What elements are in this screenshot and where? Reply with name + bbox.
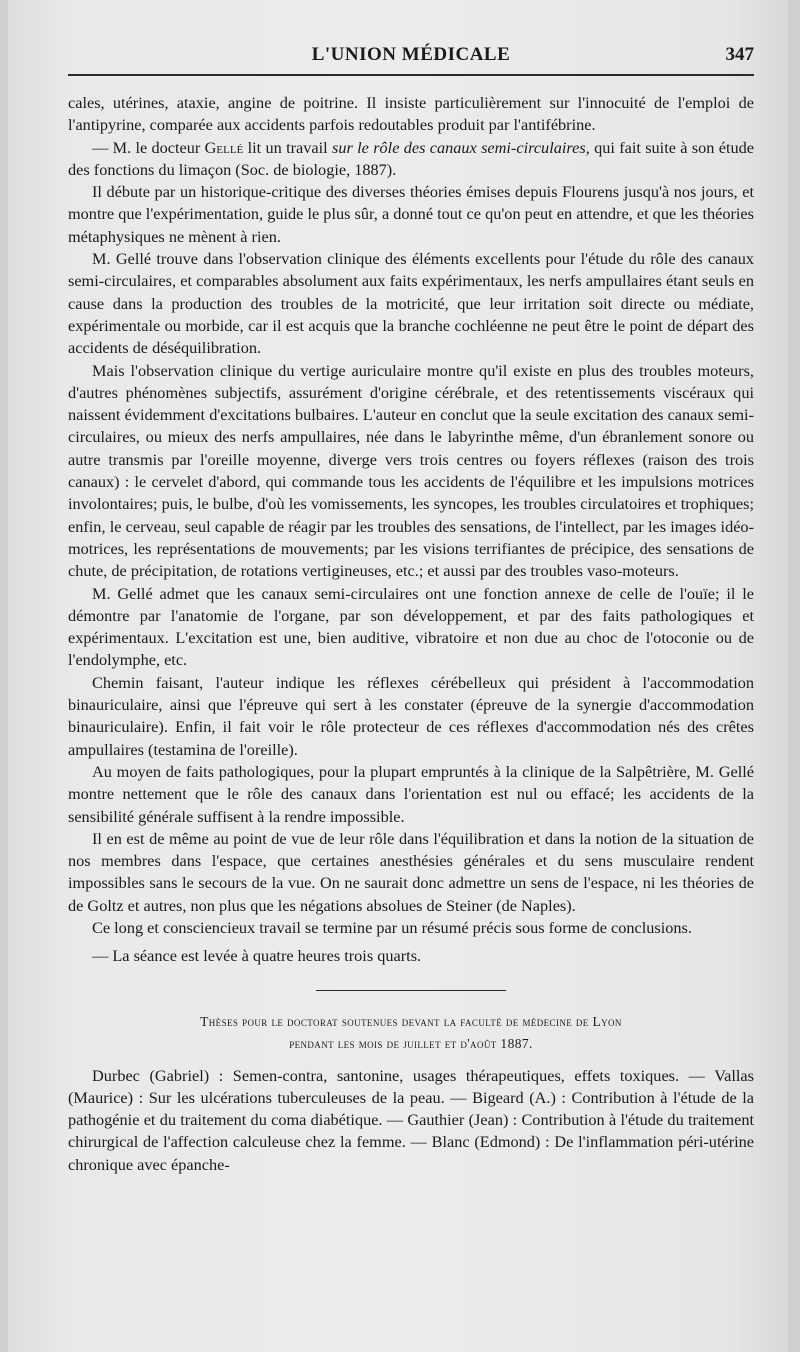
paragraph-suffix: , qui fait suite à son étude des fonctions du limaçon (Soc. de biologie, 1887). [68, 137, 754, 179]
paragraph-middle: lit un travail [243, 137, 332, 157]
section-divider [316, 990, 506, 991]
paragraph: cales, utérines, ataxie, angine de poitrine. Il insiste particulièrement sur l'innocuité de l'emploi de l'antipyrine, comparée aux accidents parfois redoutables produit par l'antifébrine. [68, 93, 754, 135]
paragraph: Il débute par un historique-critique des diverses théories émises depuis Flourens jusqu'à nos jours, et montre que l'expérimentation, guide le plus sûr, a donné tout ce qu'on peut en attendre, et que les théories métaphysiques ne mènent à rien. [68, 182, 754, 246]
paragraph: Chemin faisant, l'auteur indique les réflexes cérébelleux qui président à l'accommodation binauriculaire, ainsi que l'épreuve qui sert à les constater (épreuve de la synergie d'accommodation binauriculaire). Enfin, il fait voir le rôle protecteur de ces réflexes d'accommodation nés des crêtes ampullaires (testamina de l'oreille). [68, 672, 754, 759]
page-number: 347 [725, 44, 754, 65]
journal-page [8, 0, 788, 1352]
paragraph-gelle-intro [68, 137, 754, 182]
paragraph: Au moyen de faits pathologiques, pour la plupart empruntés à la clinique de la Salpêtrière, M. Gellé montre nettement que le rôle des canaux dans l'orientation est nul ou effacé; les accidents de la sensibilité générale suffisent à la rendre impossible. [68, 761, 754, 826]
theses-section [68, 1011, 754, 1176]
running-title: L'UNION MÉDICALE [311, 44, 511, 65]
paragraph: Ce long et consciencieux travail se termine par un résumé précis sous forme de conclusions. [92, 917, 692, 937]
theses-heading-line1: Thèses pour le doctorat soutenues devant la faculté de médecine de Lyon [200, 1013, 622, 1029]
article-body [68, 92, 754, 968]
theses-heading-line2: pendant les mois de juillet et d'août 1887. [289, 1035, 533, 1051]
paragraph: Mais l'observation clinique du vertige auriculaire montre qu'il existe en plus des troubles moteurs, d'autres phénomènes subjectifs, assurément d'origine cérébrale, et des retentissements viscéraux qui naissent évidemment d'excitations bulbaires. L'auteur en conclut que la seule excitation des canaux semi-circulaires, ou mieux des nerfs ampullaires, née dans le labyrinthe même, d'un ébranlement sonore ou autre transmis par l'oreille moyenne, diverge vers trois centres ou foyers réflexes (raison des trois canaux) : le cervelet d'abord, qui commande tous les accidents de l'équilibre et les impulsions motrices involontaires; puis, le bulbe, d'où les vomissements, les syncopes, les troubles circulatoires et trophiques; enfin, le cerveau, seul capable de réagir par les troubles des sensations, de l'intellect, par les images idéo-motrices, les représentations de mouvements; par les visions terrifiantes de précipice, des sensations de chute, de précipitation, de rotations vertigineuses, etc.; et aussi par des troubles vaso-moteurs. [68, 360, 754, 581]
work-title: sur le rôle des canaux semi-circulaires [332, 137, 586, 157]
paragraph: M. Gellé admet que les canaux semi-circulaires ont une fonction annexe de celle de l'ouïe; il le démontre par l'anatomie de l'organe, par son développement, et par des faits pathologiques et expérimentaux. L'excitation est une, bien auditive, vibratoire et non due au choc de l'otoconie ou de l'endolymphe, etc. [68, 583, 754, 670]
session-closing: — La séance est levée à quatre heures trois quarts. [92, 946, 422, 966]
paragraph-prefix: — M. le docteur [92, 137, 205, 157]
paragraph: M. Gellé trouve dans l'observation clinique des éléments excellents pour l'étude du rôle des canaux semi-circulaires, et comparables absolument aux faits expérimentaux, les nerfs ampullaires étant seuls en cause dans la production des troubles de la motricité, que leur irritation soit directe ou médiate, expérimentale ou morbide, car il est acquis que la branche cochléenne ne peut être le point de départ des accidents de déséquilibration. [68, 249, 754, 358]
author-name: Gellé [204, 137, 244, 157]
theses-heading [68, 1011, 754, 1055]
theses-entries: Durbec (Gabriel) : Semen-contra, santonine, usages thérapeutiques, effets toxiques. — Vallas (Maurice) : Sur les ulcérations tuberculeuses de la peau. — Bigeard (A.) : Contribution à l'étude de la pathogénie et du traitement du coma diabétique. — Gauthier (Jean) : Contribution à l'étude du traitement chirurgical de l'affection calculeuse chez la femme. — Blanc (Edmond) : De l'inflammation péri-utérine chronique avec épanche- [68, 1065, 754, 1174]
page-header [68, 44, 754, 76]
paragraph: Il en est de même au point de vue de leur rôle dans l'équilibration et dans la notion de la situation de nos membres dans l'espace, que certaines anesthésies générales et du sens musculaire rendent impossibles sans le secours de la vue. On ne saurait donc admettre un sens de l'espace, ni les théories de de Goltz et autres, non plus que les négations absolues de Steiner (de Naples). [68, 828, 754, 915]
